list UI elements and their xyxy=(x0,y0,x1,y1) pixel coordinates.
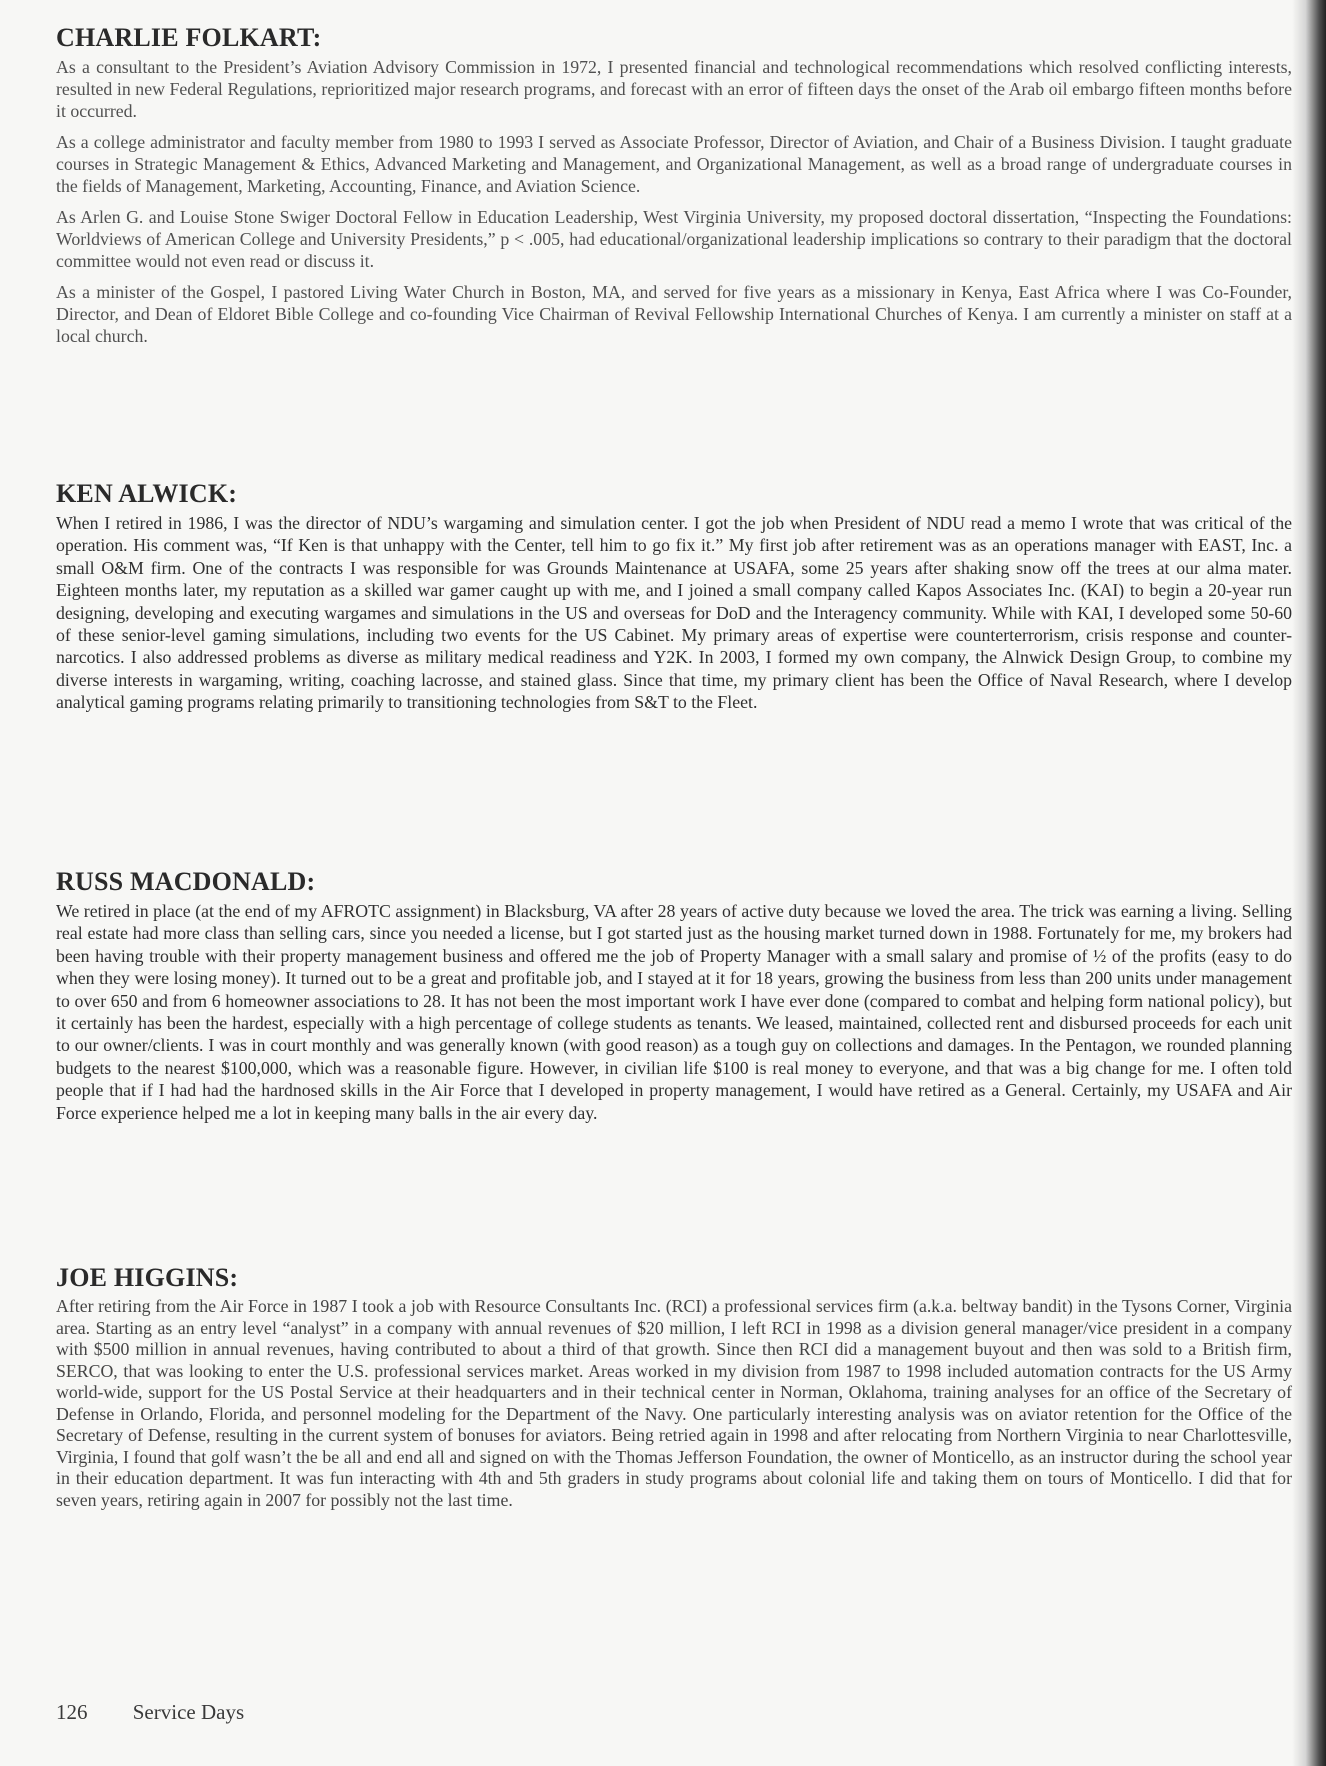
paragraph: As a consultant to the President’s Aviation Advisory Commission in 1972, I presented financial and technological recommendations which resolved conflicting interests, resulted in new Federal Regulations, reprioritized major research programs, and forecast with an error of fifteen days the onset of the Arab oil embargo fifteen months before it occurred. xyxy=(56,57,1292,121)
section-heading: CHARLIE FOLKART: xyxy=(56,23,322,52)
paragraph: As Arlen G. and Louise Stone Swiger Doctoral Fellow in Education Leadership, West Virginia University, my proposed doctoral dissertation, “Inspecting the Foundations: Worldviews of American College and University Presidents,” p < .005, had educational/organizational leadership implications so contrary to their paradigm that the doctoral committee would not even read or discuss it. xyxy=(56,207,1292,271)
paragraph: As a minister of the Gospel, I pastored Living Water Church in Boston, MA, and served for five years as a missionary in Kenya, East Africa where I was Co-Founder, Director, and Dean of Eldoret Bible College and co-founding Vice Chairman of Revival Fellowship International Churches of Kenya. I am currently a minister on staff at a local church. xyxy=(56,282,1292,346)
bio-section-russ-macdonald xyxy=(56,866,1292,1133)
paragraph: As a college administrator and faculty member from 1980 to 1993 I served as Associate Professor, Director of Aviation, and Chair of a Business Division. I taught graduate courses in Strategic Management & Ethics, Advanced Marketing and Management, and Organizational Management, as well as a broad range of undergraduate courses in the fields of Management, Marketing, Accounting, Finance, and Aviation Science. xyxy=(56,132,1292,196)
paragraph: When I retired in 1986, I was the director of NDU’s wargaming and simulation center. I got the job when President of NDU read a memo I wrote that was critical of the operation. His comment was, “If Ken is that unhappy with the Center, tell him to go fix it.” My first job after retirement was as an operations manager with EAST, Inc. a small O&M firm. One of the contracts I was responsible for was Grounds Maintenance at USAFA, some 25 years after shaking snow off the trees at our alma mater. Eighteen months later, my reputation as a skilled war gamer caught up with me, and I joined a small company called Kapos Associates Inc. (KAI) to begin a 20-year run designing, developing and executing wargames and simulations in the US and overseas for DoD and the Interagency community. While with KAI, I developed some 50-60 of these senior-level gaming simulations, including two events for the US Cabinet. My primary areas of expertise were counterterrorism, crisis response and counter-narcotics. I also addressed problems as diverse as military medical readiness and Y2K. In 2003, I formed my own company, the Alnwick Design Group, to combine my diverse interests in wargaming, writing, coaching lacrosse, and stained glass. Since that time, my primary client has been the Office of Naval Research, where I develop analytical gaming programs relating primarily to transitioning technologies from S&T to the Fleet. xyxy=(56,513,1292,713)
bio-section-joe-higgins xyxy=(56,1262,1292,1520)
page-footer xyxy=(56,1700,244,1725)
bio-section-ken-alwick xyxy=(56,478,1292,723)
page-number: 126 xyxy=(56,1700,88,1724)
book-spine-shadow xyxy=(1292,0,1326,1766)
section-heading: KEN ALWICK: xyxy=(56,479,238,508)
paragraph: We retired in place (at the end of my AFROTC assignment) in Blacksburg, VA after 28 years of active duty because we loved the area. The trick was earning a living. Selling real estate had more class than selling cars, since you needed a license, but I got started just as the housing market turned down in 1988. Fortunately for me, my brokers had been having trouble with their property management business and offered me the job of Property Manager with a small salary and promise of ½ of the profits (easy to do when they were losing money). It turned out to be a great and profitable job, and I stayed at it for 18 years, growing the business from less than 200 units under management to over 650 and from 6 homeowner associations to 28. It has not been the most important work I have ever done (compared to combat and helping form national policy), but it certainly has been the hardest, especially with a high percentage of college students as tenants. We leased, maintained, collected rent and disbursed proceeds for each unit to our owner/clients. I was in court monthly and was generally known (with good reason) as a tough guy on collections and damages. In the Pentagon, we rounded planning budgets to the nearest $100,000, which was a reasonable figure. However, in civilian life $100 is real money to everyone, and that was a big change for me. I often told people that if I had had the hardnosed skills in the Air Force that I developed in property management, I would have retired as a General. Certainly, my USAFA and Air Force experience helped me a lot in keeping many balls in the air every day. xyxy=(56,901,1292,1123)
bio-section-charlie-folkart xyxy=(56,22,1292,356)
paragraph: After retiring from the Air Force in 1987 I took a job with Resource Consultants Inc. (RCI) a professional services firm (a.k.a. beltway bandit) in the Tysons Corner, Virginia area. Starting as an entry level “analyst” in a company with annual revenues of $20 million, I left RCI in 1998 as a division general manager/vice president in a company with $500 million in annual revenues, having contributed to about a third of that growth. Since then RCI did a management buyout and then was sold to a British firm, SERCO, that was looking to enter the U.S. professional services market. Areas worked in my division from 1987 to 1998 included automation contracts for the US Army world-wide, support for the US Postal Service at their headquarters and in their technical center in Norman, Oklahoma, training analyses for an office of the Secretary of Defense in Orlando, Florida, and personnel modeling for the Department of the Navy. One particularly interesting analysis was on aviator retention for the Office of the Secretary of Defense, resulting in the current system of bonuses for aviators. Being retried again in 1998 and after relocating from Northern Virginia to near Charlottesville, Virginia, I found that golf wasn’t the be all and end all and signed on with the Thomas Jefferson Foundation, the owner of Monticello, as an instructor during the school year in their education department. It was fun interacting with 4th and 5th graders in study programs about colonial life and taking them on tours of Monticello. I did that for seven years, retiring again in 2007 for possibly not the last time. xyxy=(56,1296,1292,1510)
book-title: Service Days xyxy=(132,1700,245,1724)
section-heading: RUSS MACDONALD: xyxy=(56,867,316,896)
section-heading: JOE HIGGINS: xyxy=(56,1263,239,1292)
